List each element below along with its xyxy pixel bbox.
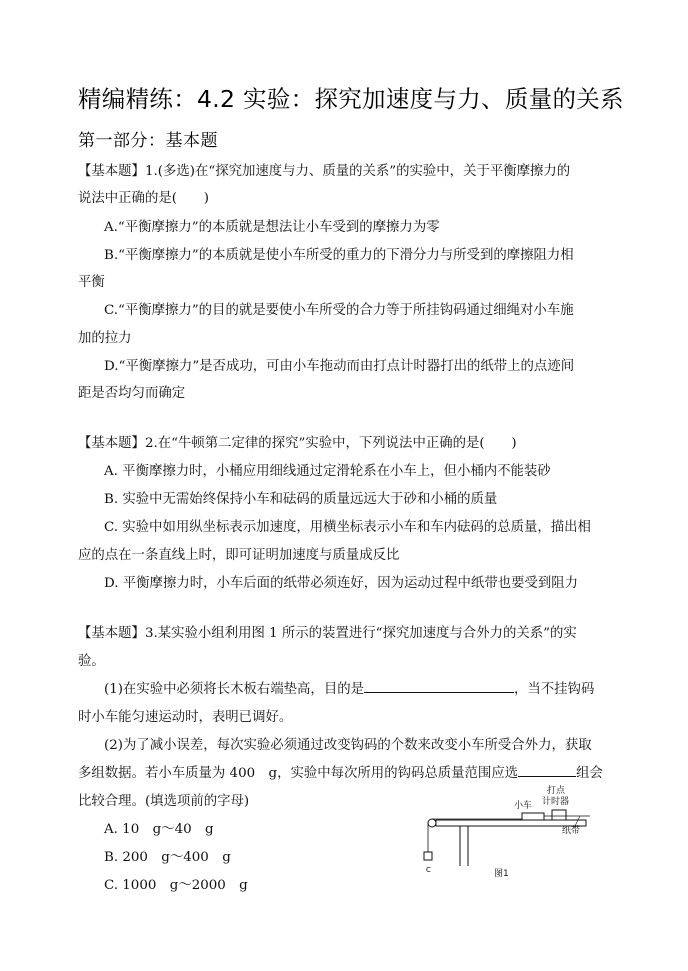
section-heading: 第一部分：基本题 [78,131,218,151]
timer-label-1: 打点 [547,786,566,796]
q3-stem-line-1: 【基本题】3.某实验小组利用图 1 所示的装置进行“探究加速度与合外力的关系”的实 [78,626,577,641]
timer-icon [552,810,566,820]
q1-option-c-line-1: C.“平衡摩擦力”的目的就是要使小车所受的合力等于所挂钩码通过细绳对小车施 [104,303,574,318]
q3-option-b: B. 200 g～400 g [104,850,231,865]
q1-option-a: A.“平衡摩擦力”的本质就是想法让小车受到的摩擦力为零 [104,220,440,235]
q3-part1-line-2: 时小车能匀速运动时，表明已调好。 [78,710,293,725]
cart-icon [522,813,544,820]
q3-option-c: C. 1000 g～2000 g [104,878,248,893]
q3-part1-answer-blank[interactable] [364,680,514,693]
q2-option-a: A. 平衡摩擦力时，小桶应用细线通过定滑轮系在小车上，但小桶内不能装砂 [104,464,551,479]
q3-option-a: A. 10 g～40 g [104,822,214,837]
timer-label-2: 计时器 [542,797,570,807]
q3-part2-text-a: 多组数据。若小车质量为 400 g，实验中每次所用的钩码总质量范围应选 [78,766,519,781]
q2-option-d: D. 平衡摩擦力时，小车后面的纸带必须连好，因为运动过程中纸带也要受到阻力 [104,576,579,591]
cart-label: 小车 [514,801,533,811]
figure-caption: 图1 [494,869,509,879]
q1-option-b-line-1: B.“平衡摩擦力”的本质就是使小车所受的重力的下滑分力与所受到的摩擦阻力相 [104,248,574,263]
hanging-weight-icon [424,852,432,860]
page-title: 精编精练：4.2 实验：探究加速度与力、质量的关系 [78,85,624,113]
q1-option-d-line-1: D.“平衡摩擦力”是否成功，可由小车拖动而由打点计时器打出的纸带上的点迹间 [104,359,575,374]
q1-stem-line-2: 说法中正确的是( ) [78,191,209,206]
q1-option-b-line-2: 平衡 [78,275,105,290]
q2-option-b: B. 实验中无需始终保持小车和砝码的质量远远大于砂和小桶的质量 [104,492,498,507]
q3-part2-answer-blank[interactable] [518,764,576,777]
q1-stem-line-1: 【基本题】1.(多选)在“探究加速度与力、质量的关系”的实验中，关于平衡摩擦力的 [78,164,571,179]
q3-part1-text-b: ，当不挂钩码 [514,682,595,697]
pulley-icon [428,819,436,827]
weight-label: C [426,866,431,874]
q2-option-c-line-1: C. 实验中如用纵坐标表示加速度，用横坐标表示小车和车内砝码的总质量，描出相 [104,520,591,535]
q1-option-d-line-2: 距是否均匀而确定 [78,386,186,401]
q3-part2-line-3: 比较合理。(填选项前的字母) [78,794,250,809]
q2-option-c-line-2: 应的点在一条直线上时，即可证明加速度与质量成反比 [78,548,400,563]
q3-part2-line-1: (2)为了减小误差，每次实验必须通过改变钩码的个数来改变小车所受合外力，获取 [104,738,592,753]
q2-stem: 【基本题】2.在“牛顿第二定律的探究”实验中，下列说法中正确的是( ) [78,436,517,451]
q3-part1-line-1 [104,678,594,697]
tape-label: 纸带 [562,826,581,836]
q1-option-c-line-2: 加的拉力 [78,331,132,346]
q3-stem-line-2: 验。 [78,654,105,669]
q3-part2-text-b: 组会 [576,766,603,781]
q3-part1-text-a: (1)在实验中必须将长木板右端垫高，目的是 [104,682,364,697]
q3-part2-line-2 [78,762,603,781]
figure-1-apparatus [412,780,592,885]
